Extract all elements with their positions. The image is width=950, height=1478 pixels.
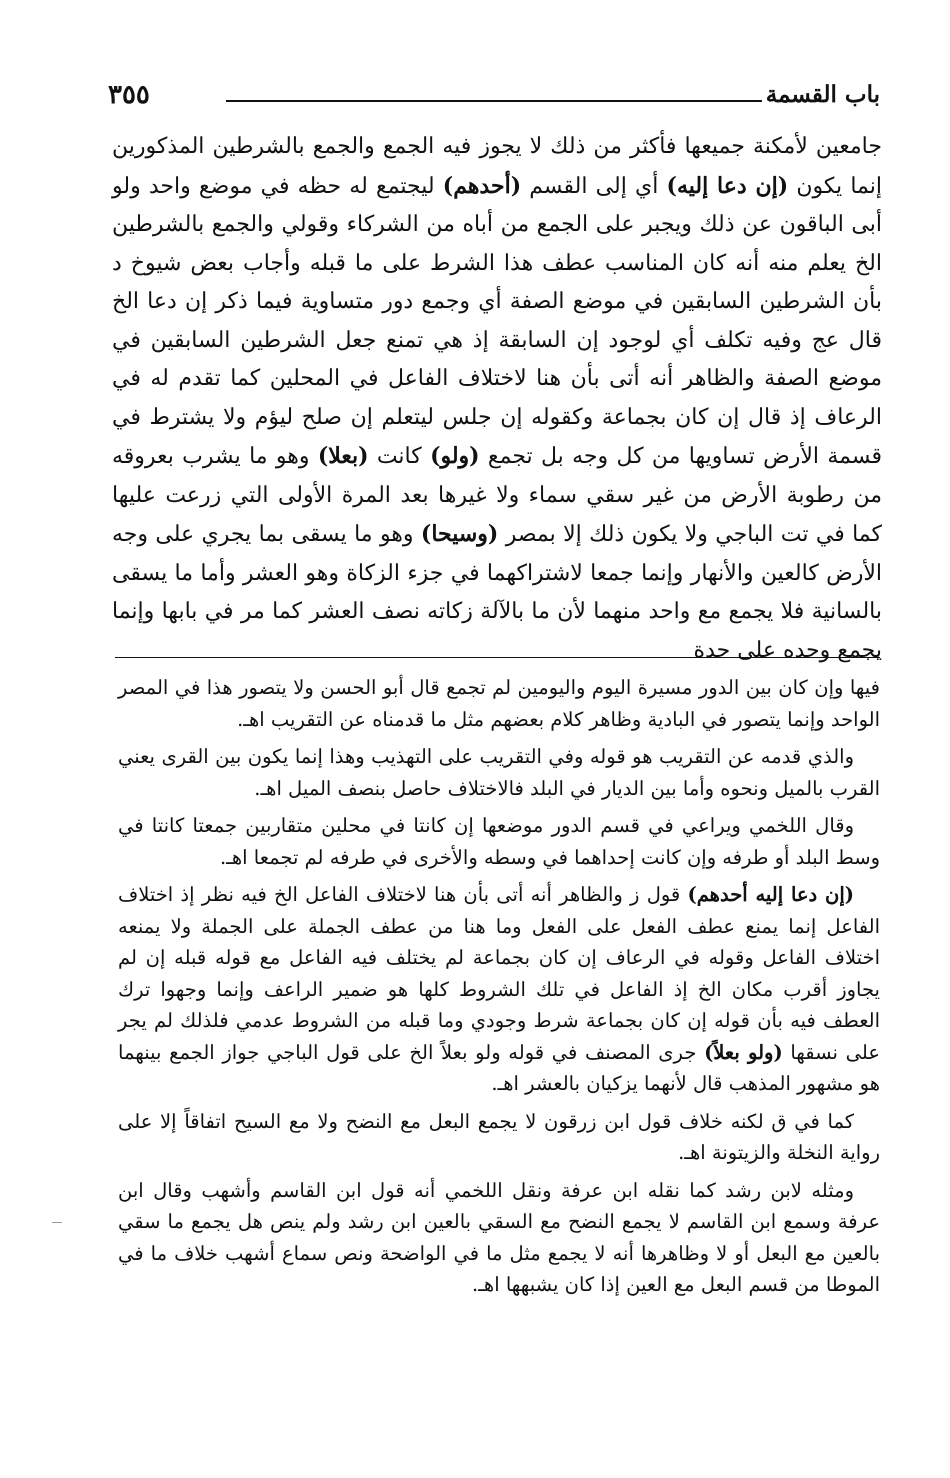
margin-mark bbox=[52, 1222, 62, 1223]
footnote-paragraph: وقال اللخمي ويراعي في قسم الدور موضعها إن كانتا في محلين متقاربين جمعتا كانتا في وسط البلد أو طرفه وإن كانت إحداهما في وسطه والأخرى في طرفه لم تجمعا اهـ. bbox=[118, 814, 880, 869]
main-paragraph bbox=[112, 128, 882, 670]
matn-quote: (ولو بعلاً) bbox=[704, 1040, 783, 1064]
footnote-paragraph: فيها وإن كان بين الدور مسيرة اليوم واليومين لم تجمع قال أبو الحسن ولا يتصور هذا في المصر الواحد وإنما يتصور في البادية وظاهر كلام بعضهم مثل ما قدمناه عن التقريب اهـ. bbox=[118, 676, 880, 731]
text-segment: قول ز والظاهر أنه أتى بأن هنا لاختلاف الفاعل الخ فيه نظر إذ اختلاف الفاعل إنما يمنع عطف الفعل على الفعل وما هنا من عطف الجملة على الجملة ولا يمنعه اختلاف الفاعل وقوله في الرعاف إن كان بجماعة لم يختلف فيه الفاعل مع قوله قبله إن لم يجاوز أقرب مكان الخ إذ الفاعل في تلك الشروط كلها هو ضمير الراعف وإنما وجهوا ترك العطف فيه بأن قوله إن كان بجماعة شرط وجودي وما قبله من الشروط عدمي فلذلك لم يجر على نسقها bbox=[118, 883, 881, 1064]
text-segment: أي إلى القسم bbox=[521, 173, 667, 199]
page-number: ٣٥٥ bbox=[108, 80, 150, 110]
footnotes bbox=[118, 672, 880, 1307]
main-text bbox=[112, 128, 882, 670]
text-segment: كانت bbox=[368, 444, 431, 469]
text-segment: ليجتمع له حظه في موضع واحد ولو أبى الباقون عن ذلك ويجبر على الجمع من أباه من الشركاء وقولي والجمع بالشرطين الخ يعلم منه أنه كان المناسب عطف هذا الشرط على ما قبله وأجاب بعض شيوخ د بأن الشرطين السابقين في موضع الصفة أي وجمع دور متساوية فيما ذكر إن دعا الخ قال عج وفيه تكلف أي لوجود إن السابقة إذ هي تمنع جعل الشرطين السابقين في موضع الصفة والظاهر أنه أتى بأن هنا لاختلاف الفاعل في المحلين كما تقدم له في الرعاف إذ قال إن كان بجماعة وكقوله إن جلس ليتعلم إن صلح ليؤم ولا يشترط في قسمة الأرض تساويها من كل وجه بل تجمع bbox=[112, 173, 883, 469]
text-segment: جامعين لأمكنة جميعها فأكثر من ذلك لا يجوز فيه الجمع والجمع بالشرطين المذكورين إنما يكون bbox=[112, 134, 882, 199]
footnote-paragraph bbox=[118, 879, 880, 1100]
footnote-paragraph: ومثله لابن رشد كما نقله ابن عرفة ونقل اللخمي أنه قول ابن القاسم وأشهب وقال ابن عرفة وسمع ابن القاسم لا يجمع النضح مع السقي بالعين ابن رشد ولم ينص هل يجمع ما سقي بالعين مع البعل أو لا وظاهرها أنه لا يجمع مثل ما في الواضحة ونص سماع أشهب خلاف ما في الموطا من قسم البعل مع العين إذا كان يشبهها اهـ. bbox=[118, 1178, 880, 1296]
footnote-separator bbox=[115, 657, 880, 658]
page-header bbox=[108, 78, 880, 114]
matn-quote: (وسيحا) bbox=[420, 521, 499, 547]
matn-quote: (ولو) bbox=[430, 443, 480, 469]
matn-quote: (بعلا) bbox=[317, 443, 369, 469]
header-rule bbox=[226, 100, 762, 102]
matn-quote: (إن دعا إليه) bbox=[666, 172, 789, 199]
text-segment: جرى المصنف في قوله ولو بعلاً الخ على قول الباجي جواز الجمع بينهما هو مشهور المذهب قال لأنهما يزكيان بالعشر اهـ. bbox=[118, 1040, 880, 1095]
text-segment: وهو ما يسقى بما يجري على وجه الأرض كالعين والأنهار وإنما جمعا لاشتراكهما في جزء الزكاة وهو العشر وأما ما يسقى بالسانية فلا يجمع مع واحد منهما لأن ما بالآلة زكاته نصف العشر كما مر في بابها وإنما يجمع وحده على حدة bbox=[112, 522, 882, 663]
matn-quote: (إن دعا إليه أحدهم) bbox=[687, 883, 854, 906]
footnote-paragraph: كما في ق لكنه خلاف قول ابن زرقون لا يجمع البعل مع النضح ولا مع السيح اتفاقاً إلا على رواية النخلة والزيتونة اهـ. bbox=[118, 1109, 880, 1164]
footnote-paragraph: والذي قدمه عن التقريب هو قوله وفي التقريب على التهذيب وهذا إنما يكون بين القرى يعني القرب بالميل ونحوه وأما بين الديار في البلد فالاختلاف حاصل بنصف الميل اهـ. bbox=[118, 745, 880, 800]
text-segment: وهو ما يشرب بعروقه من رطوبة الأرض من غير سقي سماء ولا غيرها بعد المرة الأولى التي زرعت عليها كما في تت الباجي ولا يكون ذلك إلا بمصر bbox=[112, 444, 882, 547]
running-title: باب القسمة bbox=[765, 81, 880, 108]
matn-quote: (أحدهم) bbox=[442, 172, 522, 199]
